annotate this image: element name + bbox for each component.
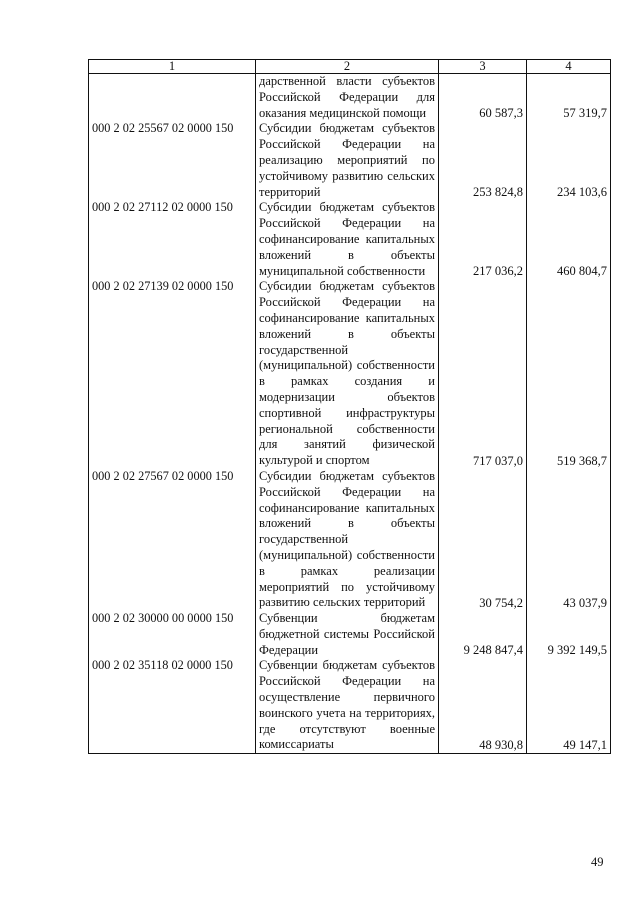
budget-code (89, 74, 256, 122)
table-row (89, 469, 611, 611)
item-name: Субвенции бюджетам бюджетной системы Российской Федерации (256, 611, 439, 658)
budget-code: 000 2 02 25567 02 0000 150 (89, 121, 256, 200)
value-col-3: 217 036,2 (439, 200, 527, 279)
page-number: 49 (591, 855, 604, 869)
value-col-4: 460 804,7 (527, 200, 611, 279)
budget-code: 000 2 02 27567 02 0000 150 (89, 469, 256, 611)
budget-code: 000 2 02 27112 02 0000 150 (89, 200, 256, 279)
item-name: Субсидии бюджетам субъектов Российской Федерации на реализацию мероприятий по устойчивому развитию сельских территорий (256, 121, 439, 200)
value-col-3: 9 248 847,4 (439, 611, 527, 658)
table-row (89, 121, 611, 200)
value-col-4: 43 037,9 (527, 469, 611, 611)
value-col-3: 60 587,3 (439, 74, 527, 122)
budget-code: 000 2 02 30000 00 0000 150 (89, 611, 256, 658)
value-col-4: 519 368,7 (527, 279, 611, 469)
item-name: Субсидии бюджетам субъектов Российской Федерации на софинансирование капитальных вложений в объекты государственной (муниципальной) собственности в рамках реализации мероприятий по устойчивому развитию сельских территорий (256, 469, 439, 611)
column-header-1: 1 (89, 60, 256, 74)
budget-table (88, 59, 611, 754)
value-col-3: 30 754,2 (439, 469, 527, 611)
table-row (89, 658, 611, 753)
table-row (89, 279, 611, 469)
table-row (89, 74, 611, 122)
value-col-3: 48 930,8 (439, 658, 527, 753)
budget-code: 000 2 02 27139 02 0000 150 (89, 279, 256, 469)
column-header-3: 3 (439, 60, 527, 74)
budget-code: 000 2 02 35118 02 0000 150 (89, 658, 256, 753)
value-col-4: 49 147,1 (527, 658, 611, 753)
table-row (89, 611, 611, 658)
value-col-4: 234 103,6 (527, 121, 611, 200)
column-header-4: 4 (527, 60, 611, 74)
item-name: Субсидии бюджетам субъектов Российской Федерации на софинансирование капитальных вложений в объекты муниципальной собственности (256, 200, 439, 279)
item-name: Субсидии бюджетам субъектов Российской Федерации на софинансирование капитальных вложений в объекты государственной (муниципальной) собственности в рамках создания и модернизации объектов спортивной инфраструктуры региональной собственности для занятий физической культурой и спортом (256, 279, 439, 469)
header-row (89, 60, 611, 74)
value-col-4: 9 392 149,5 (527, 611, 611, 658)
table-row (89, 200, 611, 279)
column-header-2: 2 (256, 60, 439, 74)
item-name: Субвенции бюджетам субъектов Российской Федерации на осуществление первичного воинского учета на территориях, где отсутствуют военные комиссариаты (256, 658, 439, 753)
value-col-4: 57 319,7 (527, 74, 611, 122)
item-name: дарственной власти субъектов Российской Федерации для оказания медицинской помощи (256, 74, 439, 122)
value-col-3: 253 824,8 (439, 121, 527, 200)
value-col-3: 717 037,0 (439, 279, 527, 469)
